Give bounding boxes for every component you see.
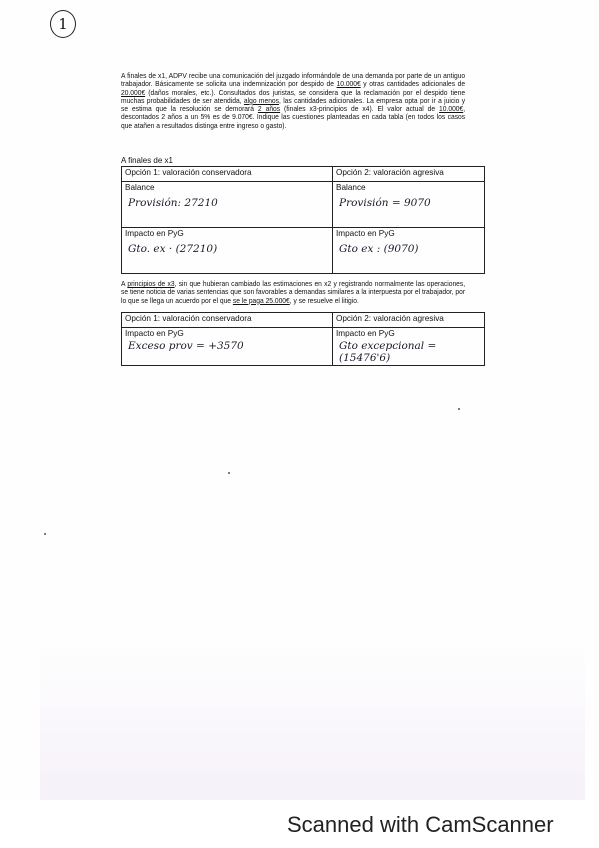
intro-text: (finales x3-principios de x4). El valor actual de xyxy=(280,104,440,114)
impacto-label: Impacto en PyG xyxy=(125,229,184,238)
col2-impacto-cell xyxy=(333,228,485,274)
intro-text: A finales de x1, ADPV recibe una comunicación del juzgado informándole de una demanda por parte de un antiguo trabajador. Básicamente se solicita una indemnización por despido de xyxy=(121,71,466,89)
col1-impacto-cell xyxy=(122,228,333,274)
intro-underline: algo menos xyxy=(243,95,279,105)
page-number-circle xyxy=(50,10,76,38)
col2-impacto-answer: Gto excepcional = (15476'6) xyxy=(339,340,437,364)
col1-impacto-answer: Exceso prov = +3570 xyxy=(128,340,244,352)
intro-underline: 10.000€ xyxy=(336,79,361,89)
section2-table xyxy=(121,312,485,366)
balance-label: Balance xyxy=(125,183,155,192)
col2-impacto-cell xyxy=(333,328,485,366)
col1-impacto-cell xyxy=(122,328,333,366)
scan-speck xyxy=(228,472,230,474)
col1-header: Opción 1: valoración conservadora xyxy=(122,313,333,328)
col2-balance-answer: Provisión = 9070 xyxy=(339,197,431,209)
balance-label: Balance xyxy=(336,183,366,192)
section2-text: A xyxy=(121,279,128,288)
intro-text: y otras cantidades adicionales de xyxy=(360,79,466,89)
section2-text: , sin que hubieran cambiado las estimaciones en x2 y registrando normalmente las operaciones, se tiene noticia de varias sentencias que son favorables a demandas similares a la interpuesta por el trabajador, por lo que se llega un acuerdo por el que xyxy=(121,279,466,305)
page-number: 1 xyxy=(58,15,68,33)
scan-speck xyxy=(458,408,460,410)
col2-header: Opción 2: valoración agresiva xyxy=(333,313,485,328)
balance-row xyxy=(122,182,485,228)
intro-underline: 10.000€ xyxy=(439,104,464,114)
section2-text: , y se resuelve el litigio. xyxy=(289,295,359,305)
section2-underline: se le paga 25.000€ xyxy=(232,295,290,305)
scan-speck xyxy=(44,533,46,535)
intro-underline: 2 años xyxy=(257,104,281,114)
section2-underline: principios de x3 xyxy=(127,279,175,288)
table-header-row xyxy=(122,167,485,182)
col1-balance-cell xyxy=(122,182,333,228)
col2-impacto-answer: Gto ex : (9070) xyxy=(339,243,419,255)
scanner-watermark: Scanned with CamScanner xyxy=(287,812,554,837)
col1-balance-answer: Provisión: 27210 xyxy=(128,197,218,209)
intro-paragraph xyxy=(121,72,465,130)
intro-underline: 20.000€ xyxy=(121,87,146,97)
impacto-label: Impacto en PyG xyxy=(125,329,184,338)
impacto-row xyxy=(122,328,485,366)
intro-text: , descontados 2 años a un 5% es de 9.070€. Indique las cuestiones planteadas en cada tabla (en todos los casos que atañen a resultados distinga entre ingreso o gasto). xyxy=(121,104,466,130)
section1-table xyxy=(121,166,485,274)
col1-impacto-answer: Gto. ex · (27210) xyxy=(128,243,218,255)
impacto-label: Impacto en PyG xyxy=(336,229,395,238)
intro-text: (daños morales, etc.). Consultados dos juristas, se considera que la reclamación por el despido tiene muchas probabilidades de ser atendida, xyxy=(121,87,466,105)
scan-shadow xyxy=(40,640,585,800)
col2-balance-cell xyxy=(333,182,485,228)
section2-paragraph xyxy=(121,280,465,305)
intro-text: , las cantidades adicionales. La empresa opta por ir a juicio y se estima que la resolución se demorará xyxy=(121,95,466,114)
section1-title: A finales de x1 xyxy=(121,155,173,165)
col1-header: Opción 1: valoración conservadora xyxy=(122,167,333,182)
impacto-label: Impacto en PyG xyxy=(336,329,395,338)
impacto-row xyxy=(122,228,485,274)
table-header-row xyxy=(122,313,485,328)
col2-header: Opción 2: valoración agresiva xyxy=(333,167,485,182)
